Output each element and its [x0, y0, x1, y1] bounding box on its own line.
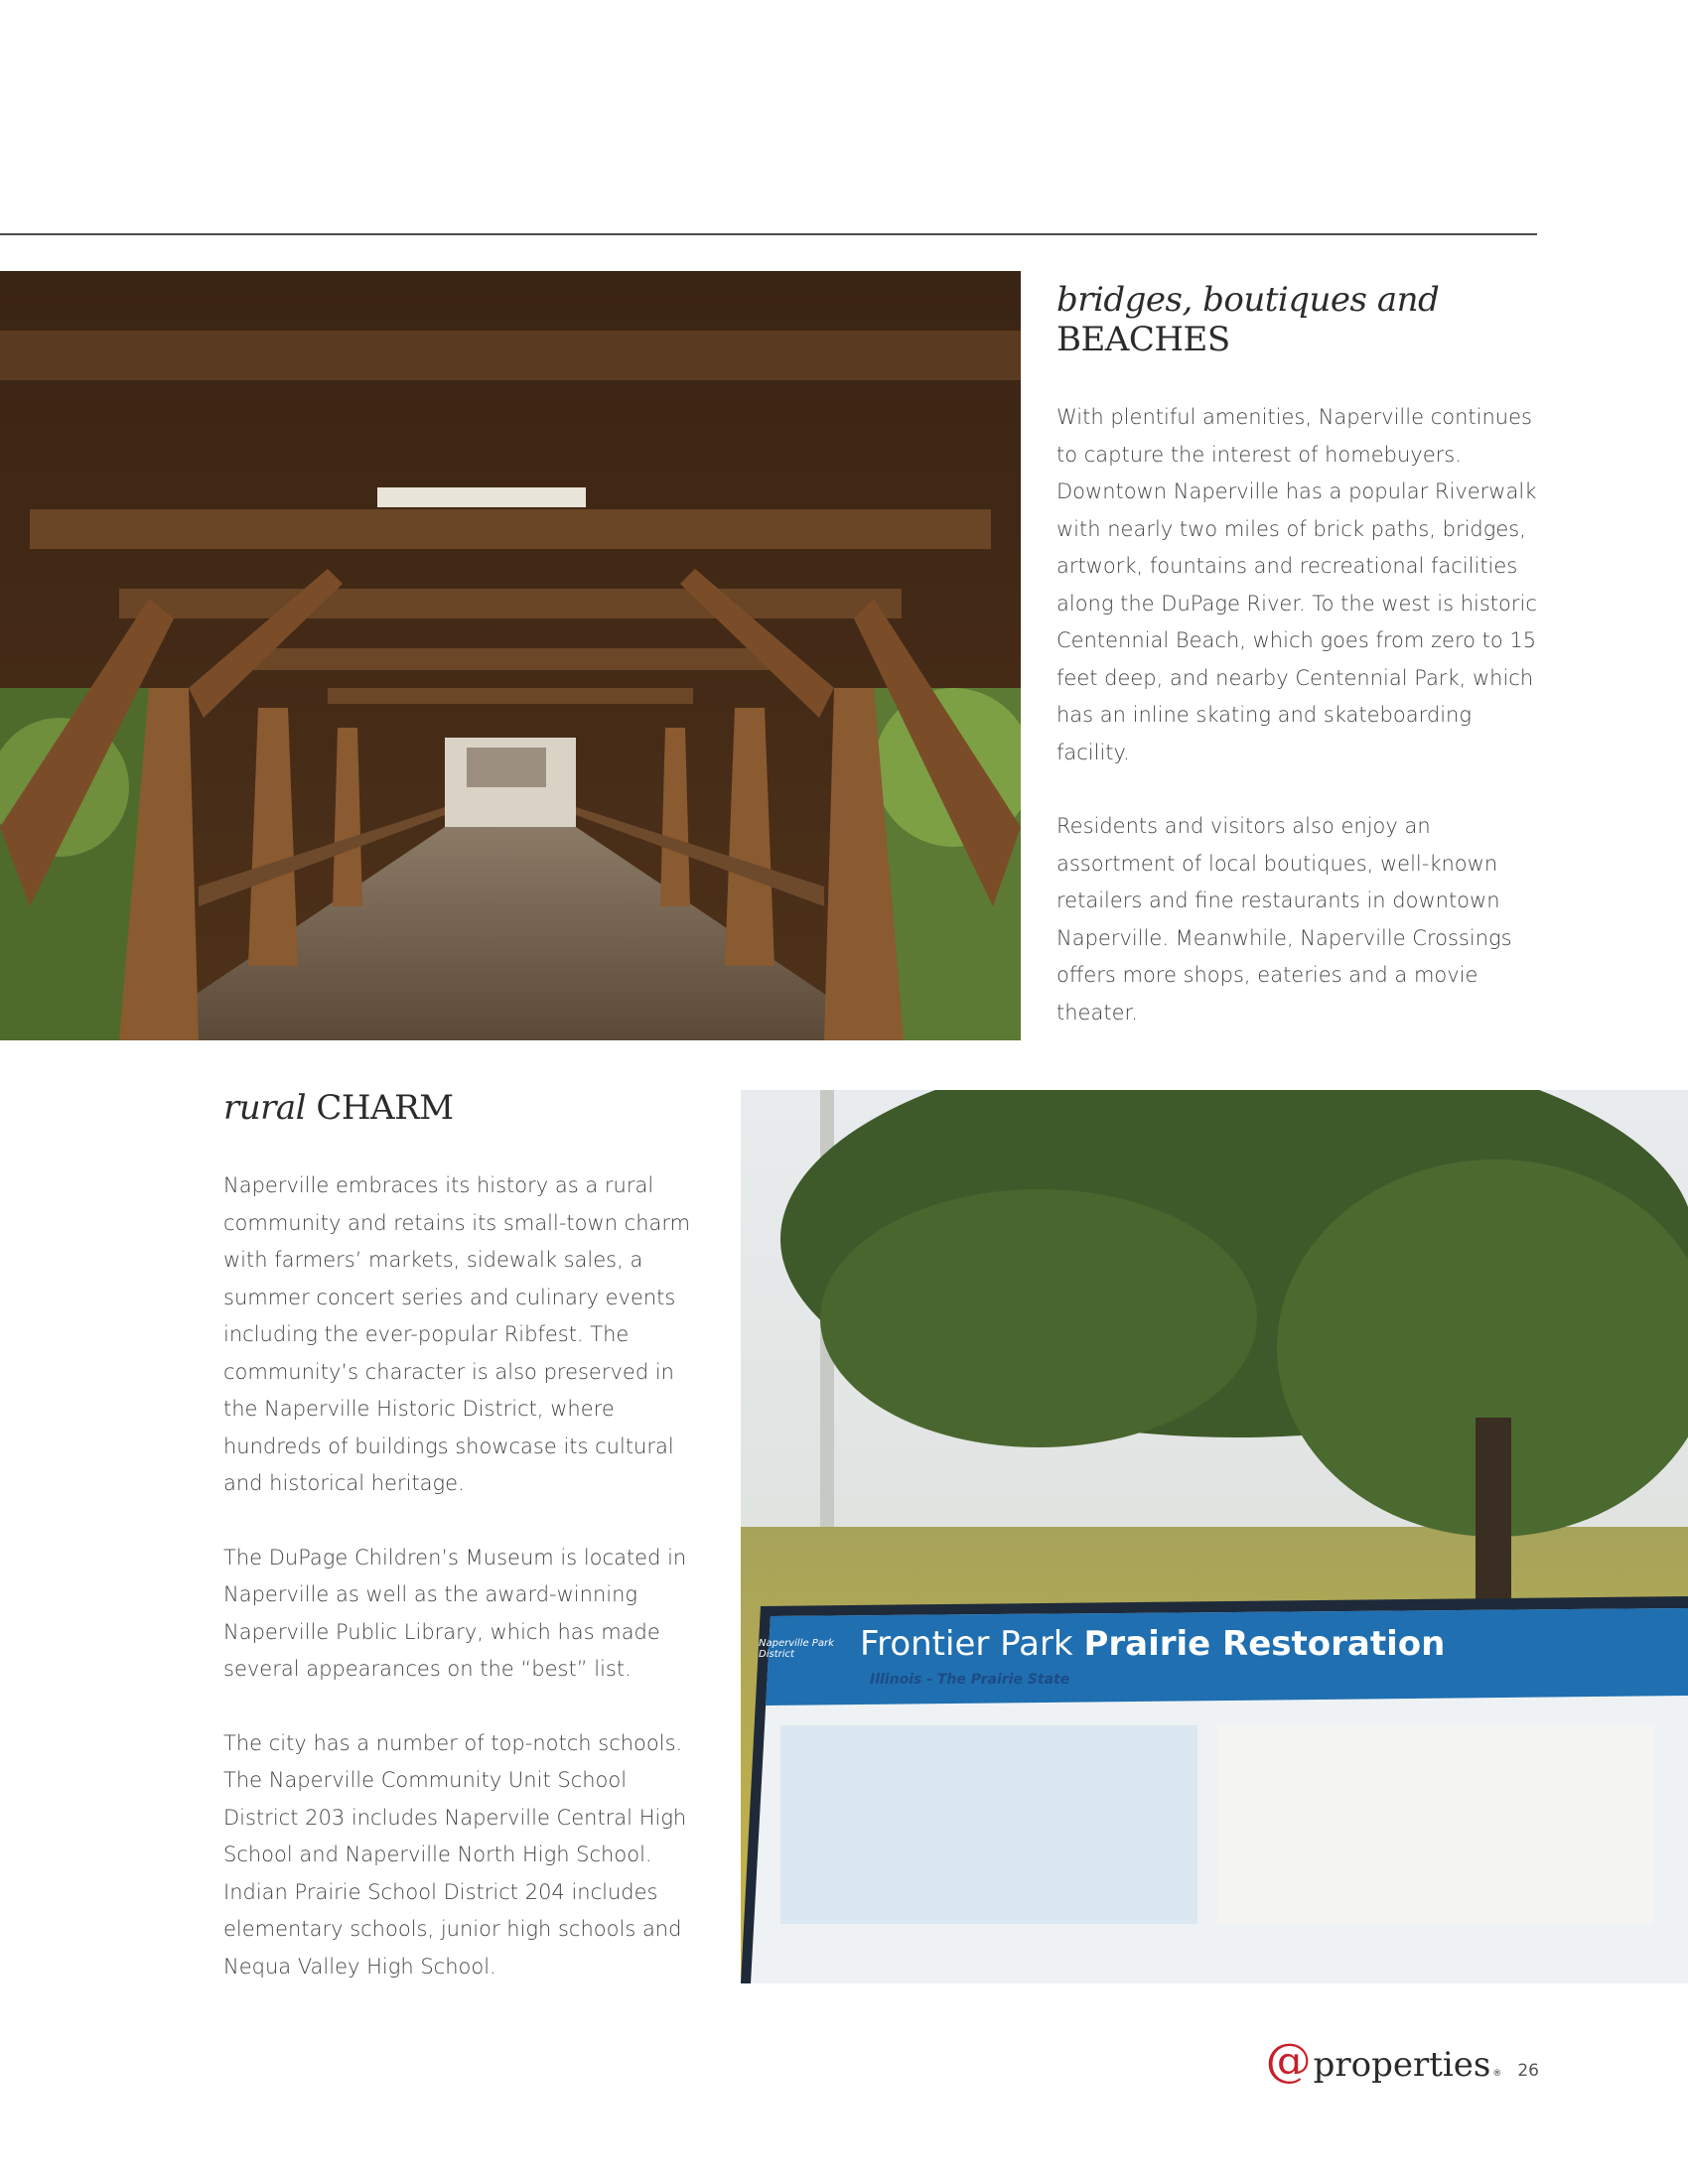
logo-at-icon: @ [1265, 2033, 1312, 2087]
properties-logo [1265, 2033, 1502, 2087]
rural-heading-caps: CHARM [316, 1088, 454, 1128]
rural-charm-section [223, 1088, 700, 2022]
page-footer [1265, 2033, 1539, 2087]
rural-heading-italic: rural [223, 1088, 307, 1128]
page-number: 26 [1517, 2061, 1539, 2081]
prairie-illustration [741, 1090, 1688, 1983]
bridges-heading-caps: BEACHES [1056, 320, 1230, 359]
bridges-heading-italic: bridges, boutiques and [1056, 280, 1440, 320]
rural-paragraph-1: Naperville embraces its history as a rural community and retains its small-town charm with farmers’ markets, sidewalk sales, a summer concert series and culinary events including the ever-popular Ribfest. The community’s character is also preserved in the Naperville Historic District, where hundreds of buildings showcase its cultural and historical heritage. [223, 1173, 691, 1495]
logo-trademark: ® [1492, 2069, 1502, 2079]
sign-title-bold: Prairie Restoration [1083, 1624, 1446, 1664]
sign-logo: Naperville Park District [759, 1638, 834, 1660]
bridges-paragraph-2: Residents and visitors also enjoy an assortment of local boutiques, well-known retailers and fine restaurants in downtown Naperville. Meanwhile, Naperville Crossings offers more shops, eateries and a movie theater. [1056, 814, 1512, 1024]
covered-bridge-photo [0, 271, 1021, 1040]
top-divider [0, 233, 1537, 235]
prairie-restoration-photo [741, 1090, 1688, 1983]
sign-subtitle: Illinois - The Prairie State [870, 1672, 1070, 1688]
sign-title [860, 1624, 1445, 1664]
logo-wordmark: properties [1313, 2045, 1491, 2085]
bridges-section [1056, 280, 1543, 1068]
bridges-paragraph-1: With plentiful amenities, Naperville continues to capture the interest of homebuyers. Downtown Naperville has a popular Riverwalk with nearly two miles of brick paths, bridges, artwork, fountains and recreational facilities along the DuPage River. To the west is historic Centennial Beach, which goes from zero to 15 feet deep, and nearby Centennial Park, which has an inline skating and skateboarding facility. [1056, 405, 1537, 764]
rural-paragraph-2: The DuPage Children’s Museum is located in Naperville as well as the award-winning Naperville Public Library, which has made several appearances on the “best” list. [223, 1545, 687, 1681]
rural-charm-heading [223, 1088, 700, 1128]
bridges-heading [1056, 280, 1543, 359]
sign-title-regular: Frontier Park [860, 1624, 1073, 1664]
covered-bridge-illustration [0, 271, 1021, 1040]
rural-paragraph-3: The city has a number of top-notch schools. The Naperville Community Unit School District 203 includes Naperville Central High School and Naperville North High School. Indian Prairie School District 204 includes elementary schools, junior high schools and Nequa Valley High School. [223, 1730, 687, 1979]
